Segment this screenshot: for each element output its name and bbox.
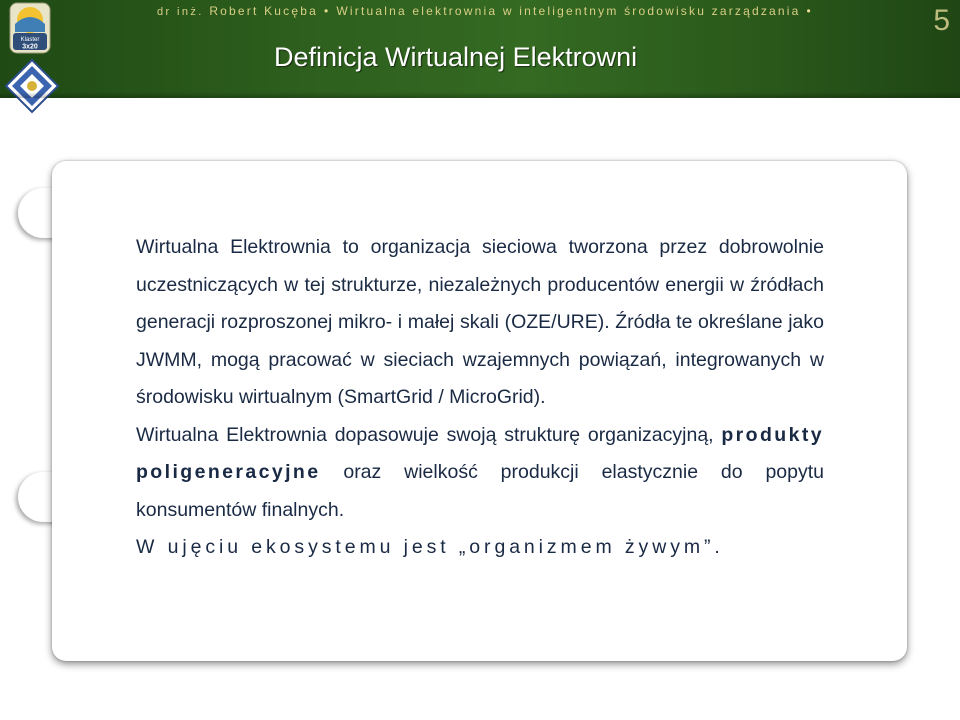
presentation-topic: Wirtualna elektrownia w inteligentnym środowisku zarządzania — [336, 4, 801, 18]
cluster-logo — [9, 2, 51, 54]
definition-text — [136, 229, 824, 567]
paragraph-structure-end: oraz wielkość produkcji elastycznie do popytu konsumentów finalnych. — [136, 461, 825, 521]
paragraph-definition: Wirtualna Elektrownia to organizacja sieciowa tworzona przez dobrowolnie uczestniczących w tej strukturze, niezależnych producentów energii w źródłach generacji rozproszonej mikro- i małej skali (OZE/URE). Źródła te określane jako JWMM, mogą pracować w sieciach wzajemnych powiązań, integrowanych w środowisku wirtualnym (SmartGrid / MicroGrid). — [136, 236, 824, 408]
separator-dot: • — [323, 4, 331, 18]
slide-number: 5 — [933, 4, 950, 37]
paragraph-structure — [136, 417, 824, 530]
cluster-logo-text-2: 3x20 — [22, 43, 38, 51]
closing-statement: W ujęciu ekosystemu jest „organizmem żywym”. — [136, 536, 724, 558]
university-logo — [4, 58, 60, 114]
separator-dot: • — [806, 4, 813, 18]
cluster-logo-text-1: Klaster — [20, 37, 40, 43]
slide-title: Definicja Wirtualnej Elektrowni — [274, 42, 638, 72]
author-name: Robert Kucęba — [209, 4, 318, 18]
paragraph-structure-start: Wirtualna Elektrownia dopasowuje swoją strukturę organizacyjną, — [136, 423, 714, 446]
highlighted-phrase: produkty poligeneracyjne — [136, 423, 824, 483]
header-bar — [0, 0, 960, 98]
author-prefix: dr inż. — [157, 6, 204, 18]
header-subtitle — [157, 4, 877, 18]
